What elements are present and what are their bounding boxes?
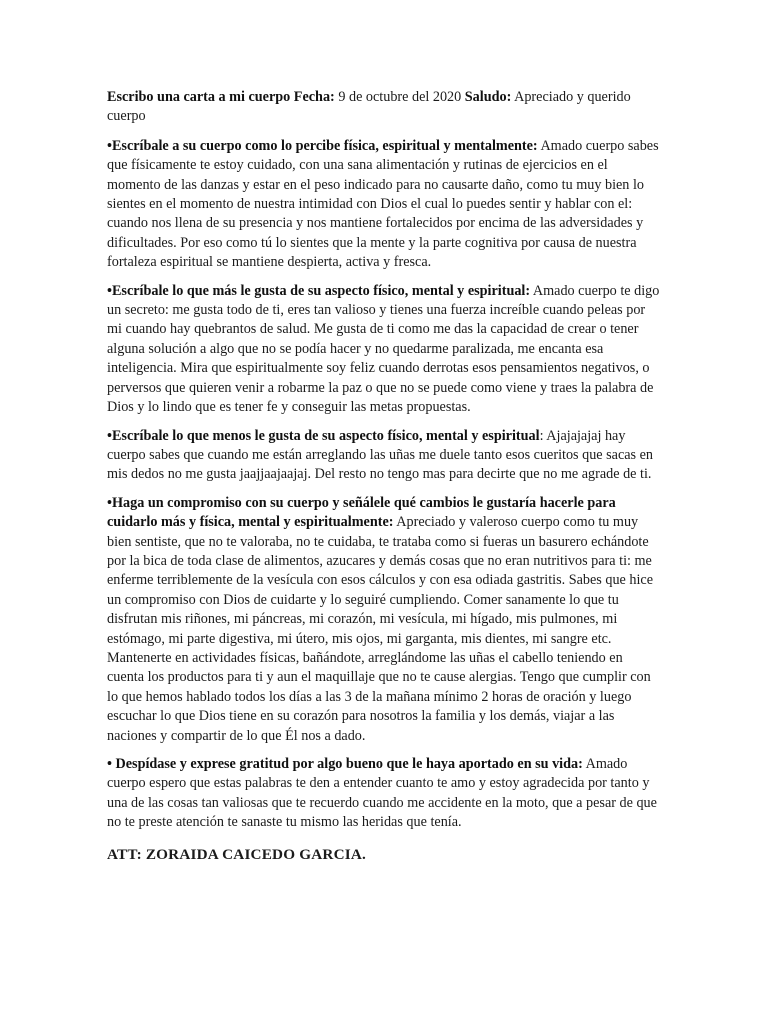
section-answer: Amado cuerpo te digo un secreto: me gusta todo de ti, eres tan valioso y tienes una fuerza increíble cuando peleas por mi cuando hay quebrantos de salud. Me gusta de ti como me das la capacidad de crear o tener alguna solución a algo que no se podía hacer y no quedarme paralizada, me encanta esa inteligencia. Mira que espiritualmente soy feliz cuando derrotas esos pensamientos negativos, o perversos que quieren venir a robarme la paz o que no se puede como viene y traes la palabra de Dios y lo lindo que es tener fe y conseguir las metas propuestas. (107, 282, 660, 416)
signature: ATT: ZORAIDA CAICEDO GARCIA. (107, 845, 367, 863)
section-question: •Haga un compromiso con su cuerpo y señálele qué cambios le gustaría hacerle para cuidarlo más y física, mental y espiritualmente: (107, 494, 616, 531)
section-perception (107, 137, 663, 273)
saludo-label: Saludo: (464, 89, 512, 105)
section-dislikes (107, 427, 663, 485)
section-commitment (107, 494, 663, 746)
section-answer: Amado cuerpo espero que estas palabras te den a entender cuanto te amo y estoy agradecida por tanto y una de las cosas tan valiosas que te recuerdo cuando me accidente en la moto, que a pesar de que no te preste atención te sanaste tu mismo las heridas que tenía. (107, 756, 657, 831)
section-answer: Amado cuerpo sabes que físicamente te estoy cuidado, con una sana alimentación y rutinas de ejercicios en el momento de las danzas y estar en el peso indicado para no causarte daño, como tu muy bien lo sientes en el momento de nuestra intimidad con Dios el cual lo puedes sentir y hablar con el: cuando nos llena de su presencia y nos mantiene fortalecidos por encima de las adversidades y dificultades. Por eso como tú lo sientes que la mente y la parte cognitiva por causa de nuestra fortaleza espiritual se mantiene despierta, activa y fresca. (107, 137, 659, 271)
saludo-value: Apreciado y querido cuerpo (107, 89, 631, 125)
section-question: • Despídase y exprese gratitud por algo bueno que le haya aportado en su vida: (107, 756, 583, 772)
section-answer: : Ajajajajaj hay cuerpo sabes que cuando me están arreglando las uñas me duele tanto esos cueritos que sacas en mis dedos no me gusta jaajjaajaajaj. Del resto no tengo mas para decirte que no me agrade de ti. (107, 427, 654, 483)
section-question: •Escríbale a su cuerpo como lo percibe física, espiritual y mentalmente: (107, 137, 538, 154)
letter-page (107, 88, 663, 864)
fecha-label: Fecha: (293, 89, 335, 105)
section-question: •Escríbale lo que más le gusta de su aspecto físico, mental y espiritual: (107, 282, 531, 299)
section-question: •Escríbale lo que menos le gusta de su aspecto físico, mental y espiritual (107, 427, 540, 444)
fecha-value: 9 de octubre del 2020 (338, 89, 462, 105)
section-answer: Apreciado y valeroso cuerpo como tu muy bien sentiste, que no te valoraba, no te cuidaba, te trataba como si fueras un basurero echándote por la bica de toda clase de alimentos, azucares y demás cosas que no eran nutritivos para ti: me enferme terriblemente de la vesícula con esos cálculos y con esa odiada gastritis. Sabes que hice un compromiso con Dios de cuidarte y lo seguiré cumpliendo. Comer sanamente lo que tu disfrutan mis riñones, mi páncreas, mi corazón, mi vesícula, mi hígado, mis pulmones, mi estómago, mi parte digestiva, mi útero, mis ojos, mi garganta, mis dientes, mi sangre etc. Mantenerte en actividades físicas, bañándote, arreglándome las uñas el cabello teniendo en cuenta los productos para ti y aun el maquillaje que no te cause alergias. Tengo que cumplir con lo que hemos hablado todos los días a las 3 de la mañana mínimo 2 horas de oración y luego escuchar lo que Dios tiene en su corazón para nosotros la familia y los demás, viajar a las naciones y compartir de lo que Él nos a dado. (107, 514, 654, 744)
letter-header (107, 88, 663, 127)
section-likes (107, 282, 663, 418)
letter-title: Escribo una carta a mi cuerpo (107, 89, 291, 105)
section-gratitude (107, 755, 663, 833)
